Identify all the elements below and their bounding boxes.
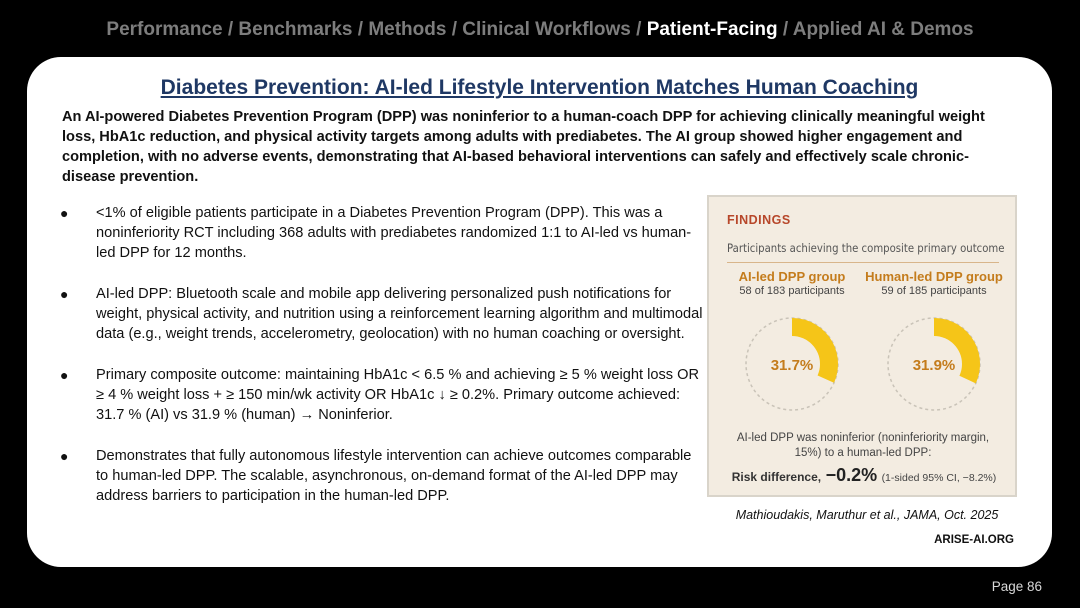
breadcrumb-separator: /: [352, 19, 369, 40]
risk-difference-ci: (1-sided 95% CI, −8.2%): [881, 472, 997, 484]
risk-difference-value: −0.2%: [825, 465, 878, 485]
human-group-percent-label: 31.9%: [912, 357, 956, 374]
figure-divider: [727, 262, 999, 263]
bullet-marker: ●: [60, 448, 69, 464]
bullet-text: Primary composite outcome: maintaining HbA1c < 6.5 % and achieving ≥ 5 % weight loss OR ≥ 4 % weight loss + ≥ 150 min/wk activity OR HbA1c ↓ ≥ 0.2%. Primary outcome achieved: 31.7 % (AI) vs 31.9 % (human) → Noninferior.: [96, 367, 699, 423]
bullet-marker: ●: [60, 205, 69, 221]
breadcrumb-item-methods[interactable]: Methods: [368, 19, 447, 40]
bullet-text: <1% of eligible patients participate in a Diabetes Prevention Program (DPP). This was a noninferiority RCT including 368 adults with prediabetes randomized 1:1 to AI-led vs human-led DPP for 12 months.: [96, 205, 692, 261]
risk-difference-label: Risk difference,: [731, 470, 822, 484]
brand-logo-text[interactable]: ARISE-AI.ORG: [934, 534, 1014, 546]
bullet-marker: ●: [60, 367, 69, 383]
slide-card: [27, 57, 1052, 567]
ai-group-percent-label: 31.7%: [770, 357, 814, 374]
page-number: Page 86: [991, 579, 1042, 594]
breadcrumb-separator: /: [446, 19, 463, 40]
bullet-list: [57, 203, 707, 527]
breadcrumb-item-clinical-workflows[interactable]: Clinical Workflows: [462, 19, 631, 40]
bullet-text: AI-led DPP: Bluetooth scale and mobile app delivering personalized push notifications for weight, physical activity, and nutrition using a reinforcement learning algorithm and multimodal data (e.g., weight trends, accelerometry, geolocation) with no human coaching or oversight.: [96, 286, 703, 342]
breadcrumb-item-benchmarks[interactable]: Benchmarks: [238, 19, 353, 40]
bullet-marker: ●: [60, 286, 69, 302]
human-group-donut: [879, 309, 989, 419]
human-group-title: Human-led DPP group: [865, 269, 1003, 284]
ai-group-title: AI-led DPP group: [738, 269, 846, 284]
bullet-text: Demonstrates that fully autonomous lifestyle intervention can achieve outcomes comparable to human-led DPP. The scalable, asynchronous, on-demand format of the AI-led DPP may address barriers to participation in the human-led DPP.: [96, 448, 692, 504]
ai-group-header: [717, 269, 867, 297]
ai-group-detail: 58 of 183 participants: [739, 285, 845, 297]
risk-difference-line: [727, 465, 1001, 486]
ai-group-donut: [737, 309, 847, 419]
breadcrumb: [0, 19, 1080, 41]
figure-subtitle: Participants achieving the composite primary outcome: [727, 241, 1005, 255]
findings-figure: [707, 195, 1017, 497]
bullet-item: [57, 284, 707, 344]
breadcrumb-separator: /: [222, 19, 239, 40]
breadcrumb-item-performance[interactable]: Performance: [106, 19, 223, 40]
bullet-item: [57, 446, 707, 506]
slide-title: Diabetes Prevention: AI-led Lifestyle Intervention Matches Human Coaching: [160, 76, 919, 99]
bullet-item: [57, 365, 707, 425]
figure-heading: FINDINGS: [727, 213, 791, 227]
breadcrumb-item-applied-ai-demos[interactable]: Applied AI & Demos: [792, 19, 974, 40]
noninferiority-note: AI-led DPP was noninferior (noninferiority margin, 15%) to a human-led DPP:: [736, 432, 990, 459]
human-group-header: [859, 269, 1009, 297]
breadcrumb-separator: /: [777, 19, 793, 40]
breadcrumb-separator: /: [630, 19, 647, 40]
summary-paragraph: An AI-powered Diabetes Prevention Program (DPP) was noninferior to a human-coach DPP for achieving clinically meaningful weight loss, HbA1c reduction, and physical activity targets among adults with prediabetes. The AI group showed higher engagement and completion, with no adverse events, demonstrating that AI-based behavioral interventions can safely and effectively scale chronic-disease prevention.: [62, 109, 985, 185]
bullet-item: [57, 203, 707, 263]
citation: Mathioudakis, Maruthur et al., JAMA, Oct. 2025: [735, 508, 999, 522]
breadcrumb-item-patient-facing[interactable]: Patient-Facing: [646, 19, 778, 40]
human-group-detail: 59 of 185 participants: [881, 285, 987, 297]
